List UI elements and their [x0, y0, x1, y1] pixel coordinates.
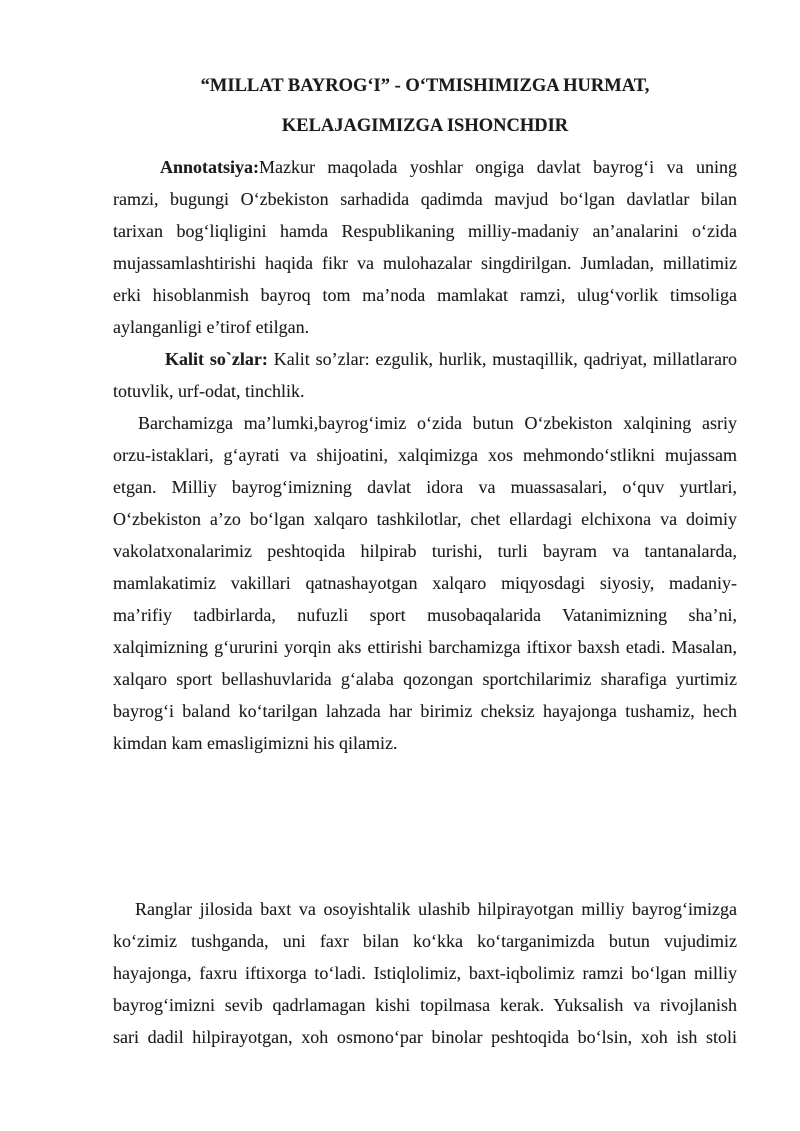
text-line: bayrogʻi baland koʻtarilgan lahzada har birimiz cheksiz hayajonga tushamiz, hech — [113, 701, 737, 721]
text-line: mamlakatimiz vakillari qatnashayotgan xalqaro miqyosdagi siyosiy, madaniy- — [113, 573, 737, 593]
text-line: Ranglar jilosida baxt va osoyishtalik ulashib hilpirayotgan milliy bayrogʻimizga — [135, 899, 737, 919]
text-line: etgan. Milliy bayrogʻimizning davlat idora va muassasalari, oʻquv yurtlari, — [113, 477, 737, 497]
text-line: Oʻzbekiston a’zo boʻlgan xalqaro tashkilotlar, chet ellardagi elchixona va doimiy — [113, 509, 737, 529]
text-line: xalqaro sport bellashuvlarida gʻalaba qozongan sportchilarimiz sharafiga yurtimiz — [113, 669, 737, 689]
text-line: kimdan kam emasligimizni his qilamiz. — [113, 733, 398, 753]
paragraph — [113, 407, 737, 759]
text-line: ma’rifiy tadbirlarda, nufuzli sport musobaqalarida Vatanimizning sha’ni, — [113, 605, 737, 625]
text-line: koʻzimiz tushganda, uni faxr bilan koʻkka koʻtarganimizda butun vujudimiz — [113, 931, 737, 951]
paragraphs — [113, 151, 737, 1053]
paragraph — [113, 893, 737, 1053]
text-line: totuvlik, urf-odat, tinchlik. — [113, 381, 305, 401]
text-line: Annotatsiya:Mazkur maqolada yoshlar ongiga davlat bayrogʻi va uning — [160, 157, 737, 177]
text-line: bayrogʻimizni sevib qadrlamagan kishi topilmasa kerak. Yuksalish va rivojlanish — [113, 995, 737, 1015]
bold-lead: Annotatsiya: — [160, 157, 260, 177]
text-line: Kalit so`zlar: Kalit so’zlar: ezgulik, hurlik, mustaqillik, qadriyat, millatlararo — [165, 349, 737, 369]
text-line: orzu-istaklari, gʻayrati va shijoatini, xalqimizga xos mehmondoʻstlikni mujassam — [113, 445, 737, 465]
paragraph — [113, 151, 737, 343]
text-line: ramzi, bugungi Oʻzbekiston sarhadida qadimda mavjud boʻlgan davlatlar bilan — [113, 189, 737, 209]
text-line: tarixan bogʻliqligini hamda Respublikaning milliy-madaniy an’analarini oʻzida — [113, 221, 737, 241]
text-line: vakolatxonalarimiz peshtoqida hilpirab turishi, turli bayram va tantanalarda, — [113, 541, 737, 561]
text-line: sari dadil hilpirayotgan, xoh osmonoʻpar binolar peshtoqida boʻlsin, xoh ish stoli — [113, 1027, 737, 1047]
text-line: hayajonga, faxru iftixorga toʻladi. Istiqlolimiz, baxt-iqbolimiz ramzi boʻlgan milliy — [113, 963, 737, 983]
article-title — [113, 66, 737, 146]
text-line: mujassamlashtirishi haqida fikr va mulohazalar singdirilgan. Jumladan, millatimiz — [113, 253, 737, 273]
text-line: xalqimizning gʻururini yorqin aks ettirishi barchamizga iftixor baxsh etadi. Masalan, — [113, 637, 737, 657]
article-title-line-1: “MILLAT BAYROGʻI” - OʻTMISHIMIZGA HURMAT, — [200, 76, 650, 96]
text-line: aylanganligi e’tirof etilgan. — [113, 317, 310, 337]
text-line: Barchamizga ma’lumki,bayrogʻimiz oʻzida butun Oʻzbekiston xalqining asriy — [138, 413, 737, 433]
bold-lead: Kalit so`zlar: — [165, 349, 268, 369]
article-title-line-2: KELAJAGIMIZGA ISHONCHDIR — [281, 116, 569, 136]
page-content — [113, 66, 737, 1053]
paragraph — [113, 343, 737, 407]
text-line: erki hisoblanmish bayroq tom ma’noda mamlakat ramzi, ulugʻvorlik timsoliga — [113, 285, 737, 305]
